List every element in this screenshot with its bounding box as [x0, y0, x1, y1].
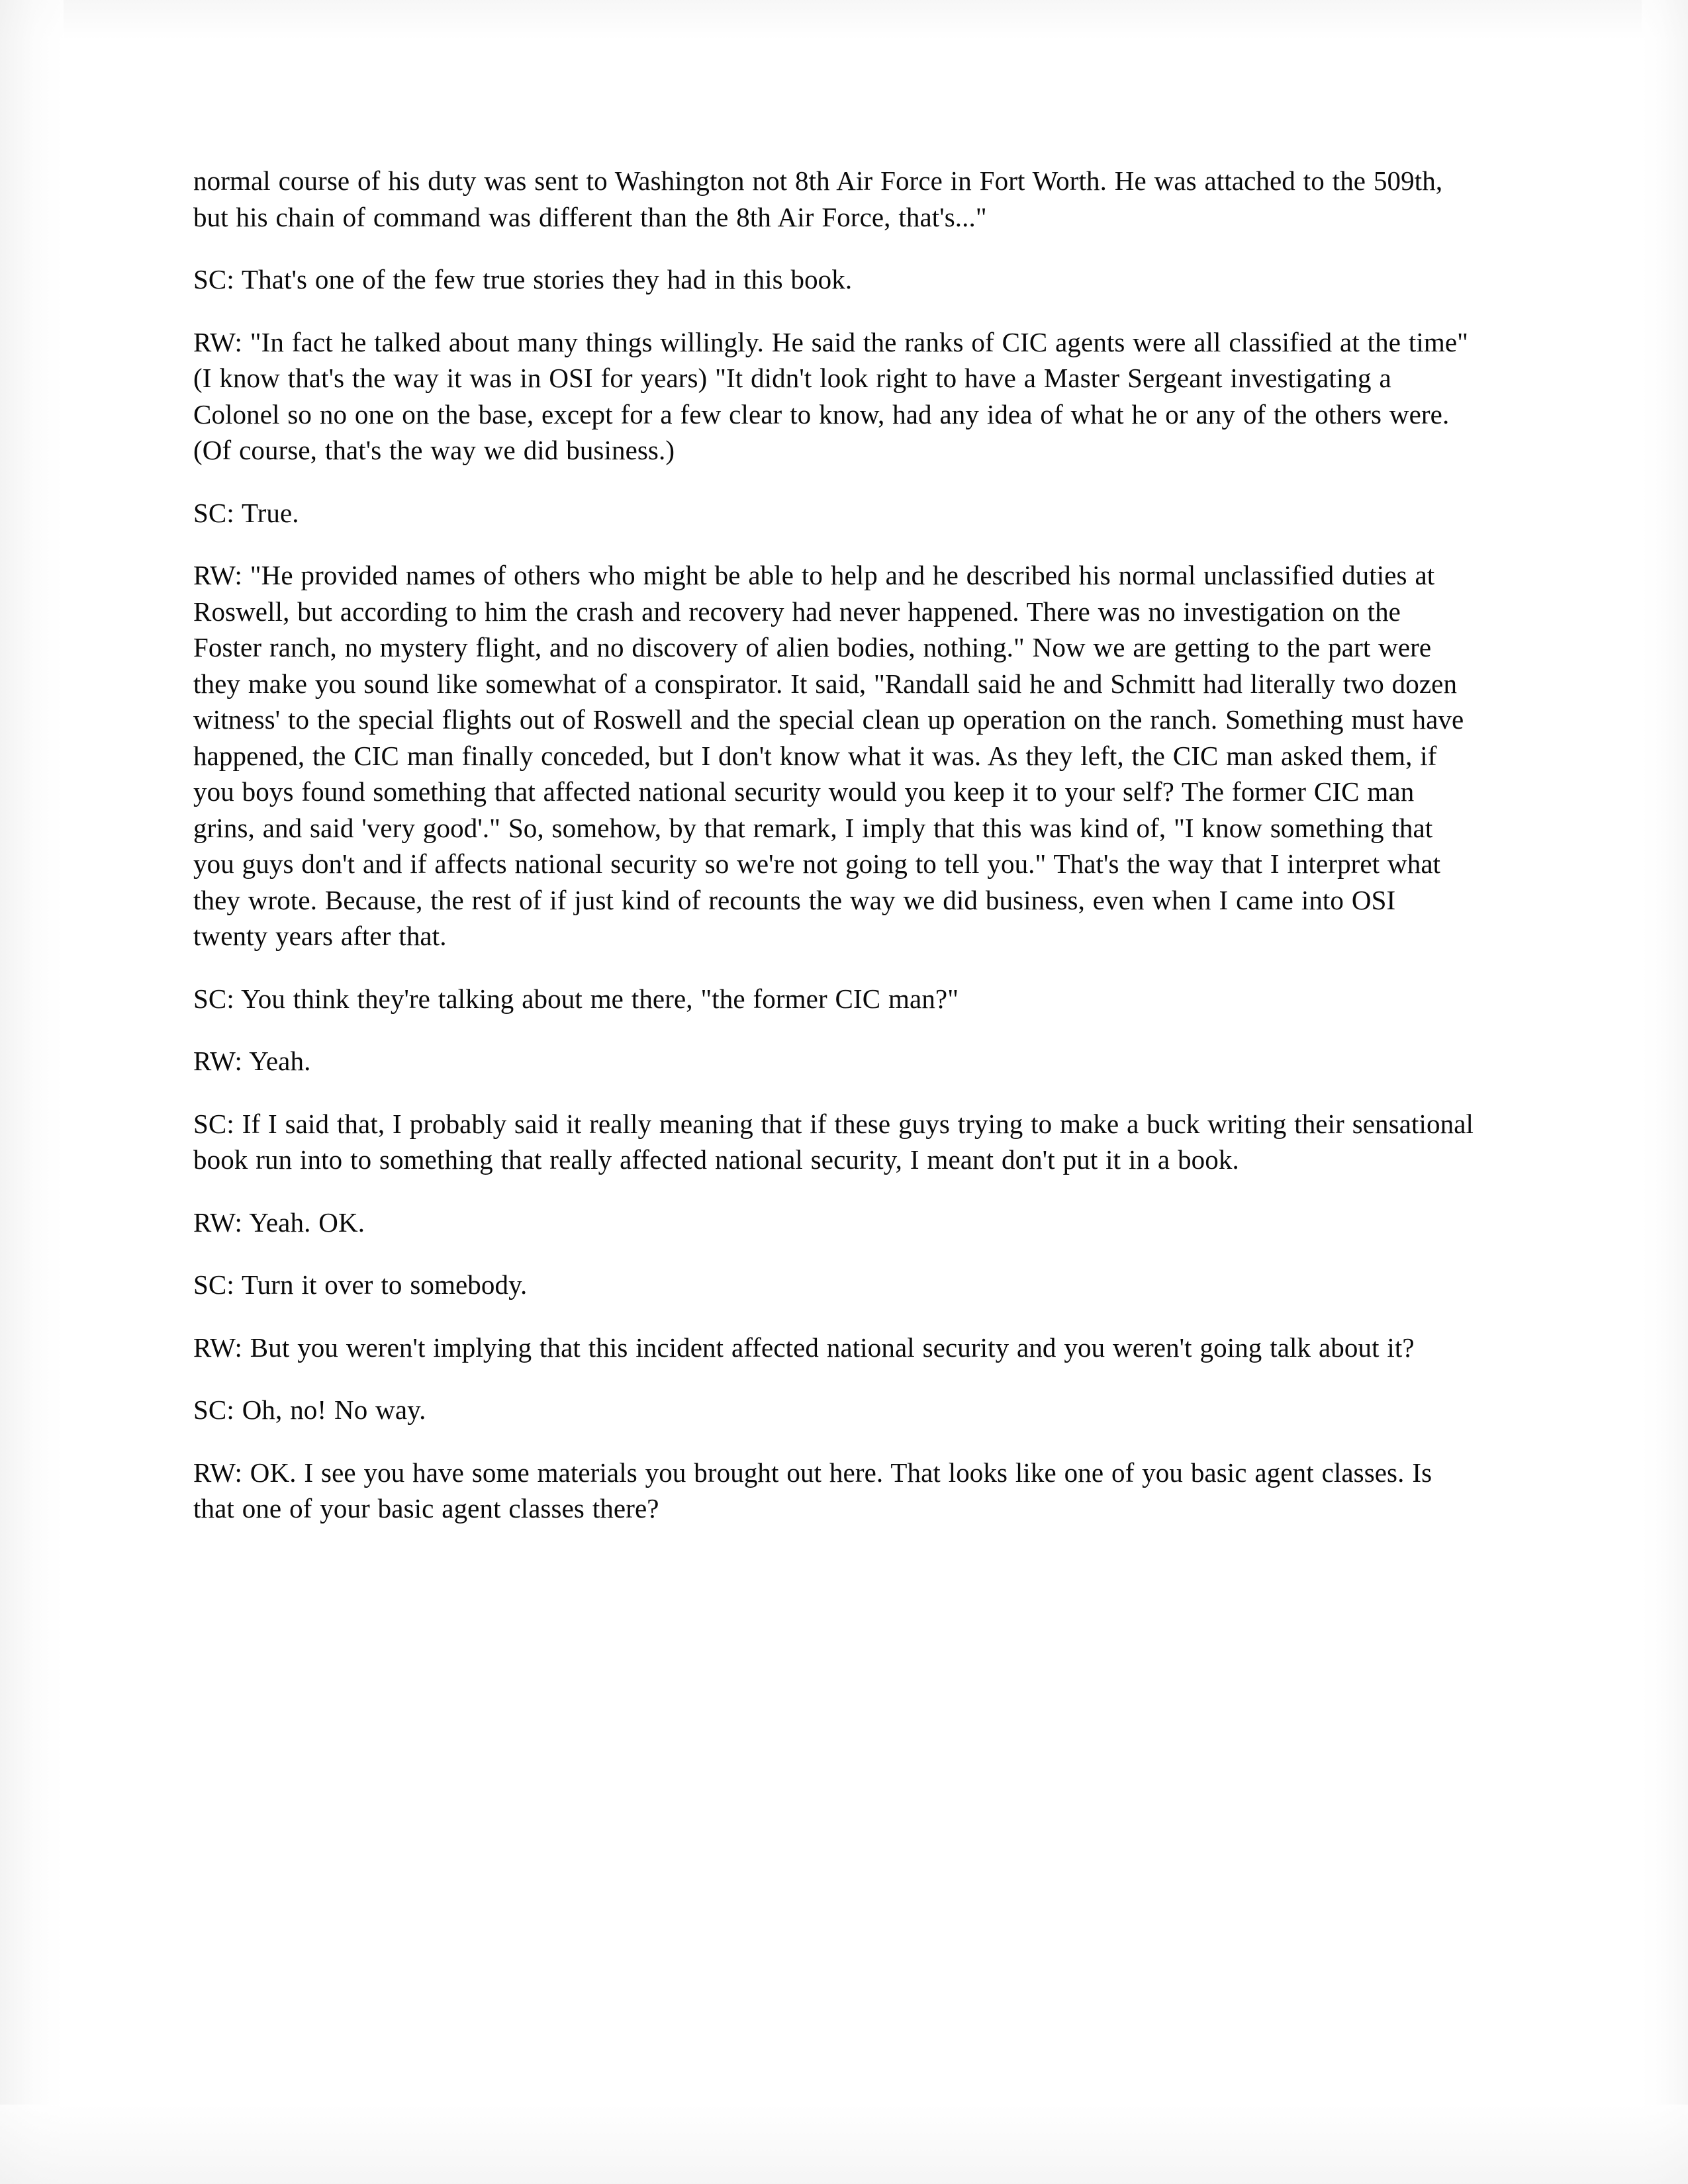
- transcript-body: [193, 163, 1474, 1527]
- scan-edge-left: [0, 0, 64, 2184]
- paragraph: RW: Yeah.: [193, 1046, 311, 1077]
- paragraph: SC: Turn it over to somebody.: [193, 1269, 528, 1300]
- paragraph: RW: Yeah. OK.: [193, 1206, 365, 1238]
- scan-edge-right: [1642, 0, 1688, 2184]
- paragraph: RW: But you weren't implying that this incident affected national security and you weren't going talk about it?: [193, 1332, 1415, 1363]
- paragraph: RW: "He provided names of others who might be able to help and he described his normal unclassified duties at Roswell, but according to him the crash and recovery had never happened. There was no investigation on the Foster ranch, no mystery flight, and no discovery of alien bodies, nothing." Now we are getting to the part were they make you sound like somewhat of a conspirator. It said, "Randall said he and Schmitt had literally two dozen witness' to the special flights out of Roswell and the special clean up operation on the ranch. Something must have happened, the CIC man finally conceded, but I don't know what it was. As they left, the CIC man asked them, if you boys found something that affected national security would you keep it to your self? The former CIC man grins, and said 'very good'." So, somehow, by that remark, I imply that this was kind of, "I know something that you guys don't and if affects national security so we're not going to tell you." That's the way that I interpret what they wrote. Because, the rest of if just kind of recounts the way we did business, even when I came into OSI twenty years after that.: [193, 560, 1464, 952]
- paragraph: SC: True.: [193, 497, 299, 528]
- paragraph: SC: You think they're talking about me there, "the former CIC man?": [193, 983, 959, 1014]
- paragraph: normal course of his duty was sent to Washington not 8th Air Force in Fort Worth. He was attached to the 509th, but his chain of command was different than the 8th Air Force, that's...": [193, 165, 1443, 232]
- scan-edge-bottom: [0, 2105, 1688, 2184]
- paragraph: SC: That's one of the few true stories they had in this book.: [193, 264, 853, 295]
- scan-edge-top: [0, 0, 1688, 40]
- paragraph: RW: OK. I see you have some materials you brought out here. That looks like one of you basic agent classes. Is that one of your basic agent classes there?: [193, 1457, 1432, 1524]
- paragraph: SC: If I said that, I probably said it really meaning that if these guys trying to make a buck writing their sensational book run into to something that really affected national security, I meant don't put it in a book.: [193, 1108, 1474, 1175]
- paragraph: SC: Oh, no! No way.: [193, 1394, 426, 1426]
- paragraph: RW: "In fact he talked about many things willingly. He said the ranks of CIC agents were all classified at the time" (I know that's the way it was in OSI for years) "It didn't look right to have a Master Sergeant investigating a Colonel so no one on the base, except for a few clear to know, had any idea of what he or any of the others were. (Of course, that's the way we did business.): [193, 326, 1469, 466]
